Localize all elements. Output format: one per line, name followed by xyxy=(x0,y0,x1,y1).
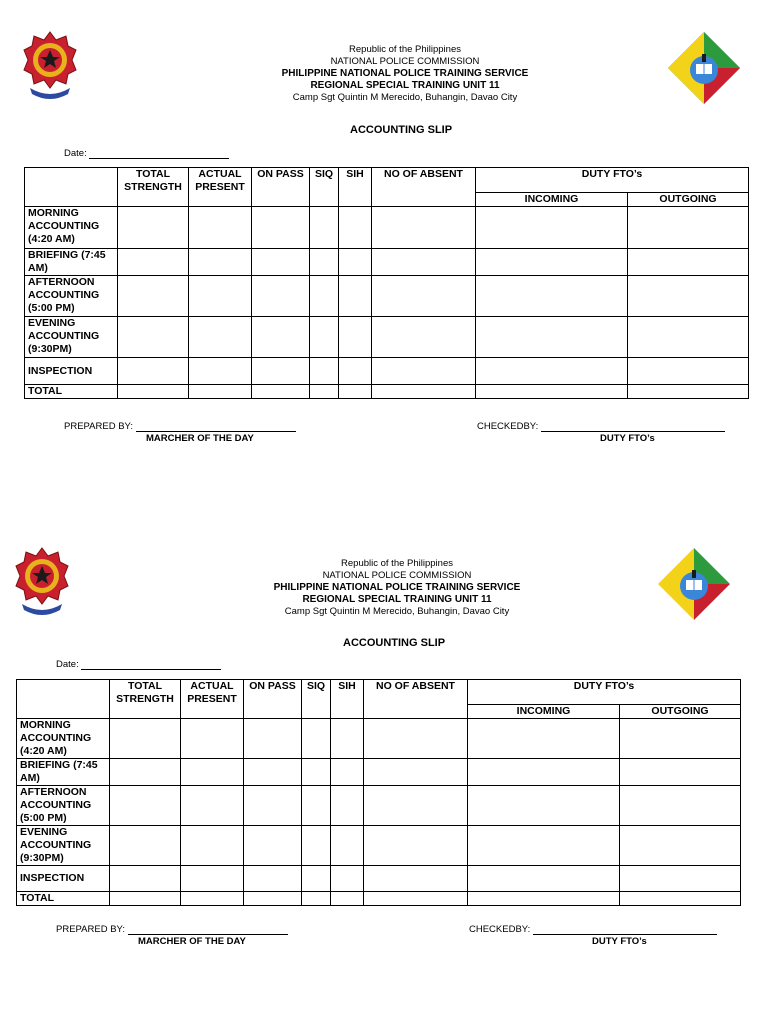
prepared-by xyxy=(56,924,288,935)
training-service-diamond-icon xyxy=(666,30,742,106)
row-label-briefing: BRIEFING (7:45 AM) xyxy=(25,249,118,276)
header-block xyxy=(230,44,580,104)
col-sih: SIH xyxy=(339,168,372,207)
col-on-pass: ON PASS xyxy=(252,168,310,207)
col-siq: SIQ xyxy=(310,168,339,207)
row-label-evening: EVENING ACCOUNTING (9:30PM) xyxy=(25,317,118,358)
prepared-by-label: PREPARED BY: xyxy=(64,421,133,432)
republic-text: Republic of the Philippines xyxy=(341,558,453,569)
row-label-afternoon: AFTERNOON ACCOUNTING (5:00 PM) xyxy=(25,276,118,317)
prepared-by xyxy=(64,421,296,432)
checked-by-line[interactable] xyxy=(533,924,717,935)
col-incoming: INCOMING xyxy=(476,193,628,207)
accounting-table xyxy=(24,167,749,399)
table-row xyxy=(25,249,749,276)
checked-by-line[interactable] xyxy=(541,421,725,432)
checked-by xyxy=(477,421,725,432)
prepared-by-role: MARCHER OF THE DAY xyxy=(138,936,246,947)
date-input-line[interactable] xyxy=(89,148,229,159)
address-text: Camp Sgt Quintin M Merecido, Buhangin, Davao City xyxy=(292,92,518,103)
row-label-inspection: INSPECTION xyxy=(25,358,118,385)
checked-by xyxy=(469,924,717,935)
table-row xyxy=(25,317,749,358)
pnp-seal-icon xyxy=(22,30,78,102)
checked-by-role: DUTY FTO’s xyxy=(592,936,647,947)
table-row xyxy=(17,759,741,786)
col-no-of-absent: NO OF ABSENT xyxy=(372,168,476,207)
date-label: Date: xyxy=(64,148,87,159)
table-row xyxy=(25,207,749,249)
table-row xyxy=(25,358,749,385)
col-sih: SIH xyxy=(331,680,364,719)
col-incoming: INCOMING xyxy=(468,705,620,719)
corner-cell xyxy=(17,680,110,719)
col-total-strength: TOTAL STRENGTH xyxy=(118,168,189,207)
prepared-by-line[interactable] xyxy=(128,924,288,935)
row-label-morning: MORNING ACCOUNTING (4:20 AM) xyxy=(17,719,110,759)
col-actual-present: ACTUAL PRESENT xyxy=(189,168,252,207)
prepared-by-label: PREPARED BY: xyxy=(56,924,125,935)
row-label-briefing: BRIEFING (7:45 AM) xyxy=(17,759,110,786)
col-total-strength: TOTAL STRENGTH xyxy=(110,680,181,719)
col-no-of-absent: NO OF ABSENT xyxy=(364,680,468,719)
prepared-by-role: MARCHER OF THE DAY xyxy=(146,433,254,444)
prepared-by-line[interactable] xyxy=(136,421,296,432)
unit-text: REGIONAL SPECIAL TRAINING UNIT 11 xyxy=(310,80,500,91)
col-siq: SIQ xyxy=(302,680,331,719)
table-row xyxy=(17,719,741,759)
date-field xyxy=(64,148,229,159)
accounting-table xyxy=(16,679,741,906)
form-title: ACCOUNTING SLIP xyxy=(343,637,446,649)
checked-by-role: DUTY FTO’s xyxy=(600,433,655,444)
table-row xyxy=(25,276,749,317)
pnp-seal-icon xyxy=(14,546,70,618)
row-label-inspection: INSPECTION xyxy=(17,866,110,892)
date-label: Date: xyxy=(56,659,79,670)
service-text: PHILIPPINE NATIONAL POLICE TRAINING SERVICE xyxy=(273,582,521,593)
row-label-morning: MORNING ACCOUNTING (4:20 AM) xyxy=(25,207,118,249)
row-label-evening: EVENING ACCOUNTING (9:30PM) xyxy=(17,826,110,866)
unit-text: REGIONAL SPECIAL TRAINING UNIT 11 xyxy=(302,594,492,605)
republic-text: Republic of the Philippines xyxy=(349,44,461,55)
row-label-total: TOTAL xyxy=(17,892,110,906)
table-row xyxy=(25,385,749,399)
corner-cell xyxy=(25,168,118,207)
date-input-line[interactable] xyxy=(81,659,221,670)
date-field xyxy=(56,659,221,670)
checked-by-label: CHECKEDBY: xyxy=(477,421,539,432)
commission-text: NATIONAL POLICE COMMISSION xyxy=(330,56,480,67)
col-duty-fto: DUTY FTO’s xyxy=(476,168,749,193)
training-service-diamond-icon xyxy=(656,546,732,622)
commission-text: NATIONAL POLICE COMMISSION xyxy=(322,570,472,581)
form-title: ACCOUNTING SLIP xyxy=(350,124,453,136)
col-actual-present: ACTUAL PRESENT xyxy=(181,680,244,719)
checked-by-label: CHECKEDBY: xyxy=(469,924,531,935)
address-text: Camp Sgt Quintin M Merecido, Buhangin, Davao City xyxy=(284,606,510,617)
header-block xyxy=(222,558,572,618)
row-label-afternoon: AFTERNOON ACCOUNTING (5:00 PM) xyxy=(17,786,110,826)
table-row xyxy=(17,892,741,906)
table-row xyxy=(17,826,741,866)
service-text: PHILIPPINE NATIONAL POLICE TRAINING SERVICE xyxy=(281,68,529,79)
col-on-pass: ON PASS xyxy=(244,680,302,719)
table-row xyxy=(17,786,741,826)
col-duty-fto: DUTY FTO’s xyxy=(468,680,741,705)
col-outgoing: OUTGOING xyxy=(620,705,741,719)
row-label-total: TOTAL xyxy=(25,385,118,399)
col-outgoing: OUTGOING xyxy=(628,193,749,207)
table-row xyxy=(17,866,741,892)
